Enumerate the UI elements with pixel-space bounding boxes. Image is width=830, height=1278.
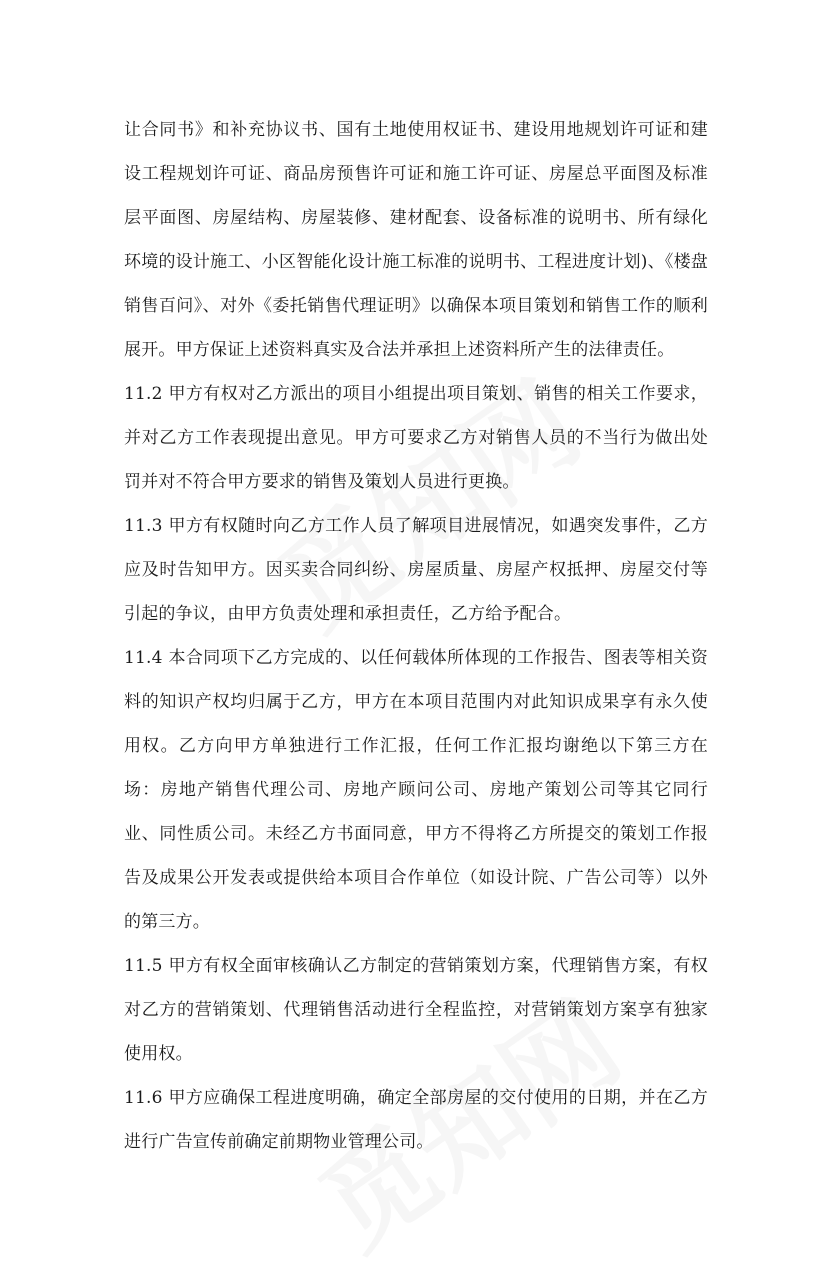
document-body — [124, 108, 708, 1164]
paragraph-11-3: 11.3 甲方有权随时向乙方工作人员了解项目进展情况，如遇突发事件，乙方应及时告知甲方。因买卖合同纠纷、房屋质量、房屋产权抵押、房屋交付等引起的争议，由甲方负责处理和承担责任，乙方给予配合。 — [124, 516, 708, 624]
paragraph-11-4: 11.4 本合同项下乙方完成的、以任何载体所体现的工作报告、图表等相关资料的知识产权均归属于乙方，甲方在本项目范围内对此知识成果享有永久使用权。乙方向甲方单独进行工作汇报，任何工作汇报均谢绝以下第三方在场：房地产销售代理公司、房地产顾问公司、房地产策划公司等其它同行业、同性质公司。未经乙方书面同意，甲方不得将乙方所提交的策划工作报告及成果公开发表或提供给本项目合作单位（如设计院、广告公司等）以外的第三方。 — [124, 648, 708, 932]
paragraph-11-6: 11.6 甲方应确保工程进度明确，确定全部房屋的交付使用的日期，并在乙方进行广告宣传前确定前期物业管理公司。 — [124, 1088, 708, 1152]
paragraph-11-5: 11.5 甲方有权全面审核确认乙方制定的营销策划方案，代理销售方案，有权对乙方的营销策划、代理销售活动进行全程监控，对营销策划方案享有独家使用权。 — [124, 956, 708, 1064]
paragraph-materials: 让合同书》和补充协议书、国有土地使用权证书、建设用地规划许可证和建设工程规划许可证、商品房预售许可证和施工许可证、房屋总平面图及标准层平面图、房屋结构、房屋装修、建材配套、设备标准的说明书、所有绿化环境的设计施工、小区智能化设计施工标准的说明书、工程进度计划)、《楼盘销售百问》、对外《委托销售代理证明》以确保本项目策划和销售工作的顺利展开。甲方保证上述资料真实及合法并承担上述资料所产生的法律责任。 — [124, 120, 708, 360]
paragraph-11-2: 11.2 甲方有权对乙方派出的项目小组提出项目策划、销售的相关工作要求，并对乙方工作表现提出意见。甲方可要求乙方对销售人员的不当行为做出处罚并对不符合甲方要求的销售及策划人员进行更换。 — [124, 384, 708, 492]
